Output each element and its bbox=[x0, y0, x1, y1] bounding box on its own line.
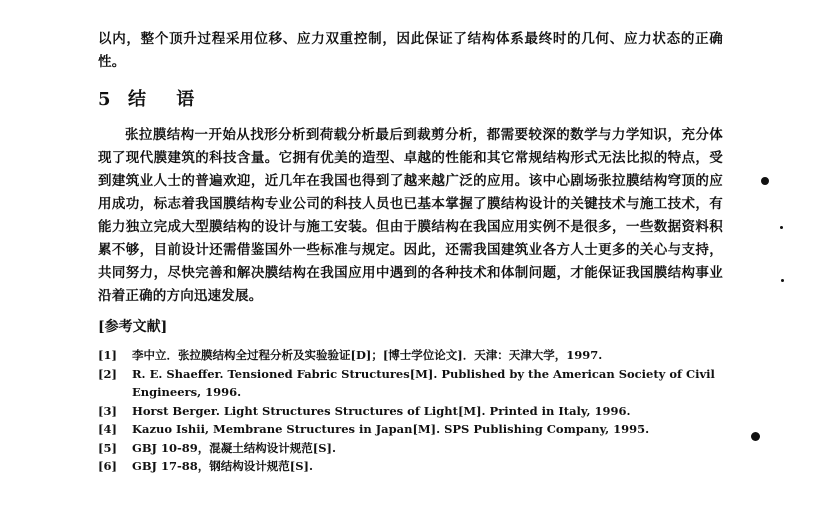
reference-item bbox=[98, 420, 723, 439]
reference-number: [2] bbox=[98, 366, 117, 381]
scan-speck bbox=[761, 177, 769, 185]
intro-paragraph: 以内，整个顶升过程采用位移、应力双重控制，因此保证了结构体系最终时的几何、应力状态的正确性。 bbox=[98, 31, 723, 70]
reference-number: [3] bbox=[98, 403, 117, 418]
reference-item bbox=[98, 457, 723, 476]
reference-number: [4] bbox=[98, 422, 117, 436]
reference-text: Kazuo Ishii, Membrane Structures in Japan[M]. SPS Publishing Company, 1995. bbox=[132, 422, 650, 436]
reference-text: Horst Berger. Light Structures Structures of Light[M]. Printed in Italy, 1996. bbox=[132, 403, 631, 418]
reference-list bbox=[98, 346, 723, 476]
reference-text: R. E. Shaeffer. Tensioned Fabric Structures[M]. Published by the American Society of Civil Engineers, 1996. bbox=[132, 366, 715, 399]
paper-page bbox=[98, 28, 723, 476]
conclusion-paragraph: 张拉膜结构一开始从找形分析到荷载分析最后到裁剪分析，都需要较深的数学与力学知识，充分体现了现代膜建筑的科技含量。它拥有优美的造型、卓越的性能和其它常规结构形式无法比拟的特点，受到建筑业人士的普遍欢迎，近几年在我国也得到了越来越广泛的应用。该中心剧场张拉膜结构穹顶的应用成功，标志着我国膜结构专业公司的科技人员也已基本掌握了膜结构设计的关键技术与施工技术，有能力独立完成大型膜结构的设计与施工安装。但由于膜结构在我国应用实例不是很多，一些数据资料积累不够，目前设计还需借鉴国外一些标准与规定。因此，还需我国建筑业各方人士更多的关心与支持，共同努力，尽快完善和解决膜结构在我国应用中遇到的各种技术和体制问题，才能保证我国膜结构事业沿着正确的方向迅速发展。 bbox=[98, 127, 723, 304]
reference-number: [5] bbox=[98, 440, 117, 455]
reference-item bbox=[98, 346, 723, 365]
reference-item bbox=[98, 402, 723, 421]
reference-text: 李中立．张拉膜结构全过程分析及实验验证[D]；[博士学位论文]．天津：天津大学，1997. bbox=[132, 348, 603, 362]
section-heading bbox=[98, 88, 723, 112]
reference-number: [1] bbox=[98, 348, 117, 362]
section-title: 结 语 bbox=[128, 89, 207, 110]
scan-speck bbox=[751, 432, 760, 441]
references-title: [参考文献] bbox=[98, 319, 168, 335]
scan-speck bbox=[780, 226, 783, 229]
reference-text: GBJ 10-89，混凝土结构设计规范[S]. bbox=[132, 440, 336, 455]
reference-number: [6] bbox=[98, 459, 117, 473]
reference-text: GBJ 17-88，钢结构设计规范[S]. bbox=[132, 459, 313, 473]
scan-speck bbox=[781, 279, 784, 282]
section-number: 5 bbox=[98, 89, 111, 110]
reference-item bbox=[98, 439, 723, 458]
reference-item bbox=[98, 365, 723, 402]
